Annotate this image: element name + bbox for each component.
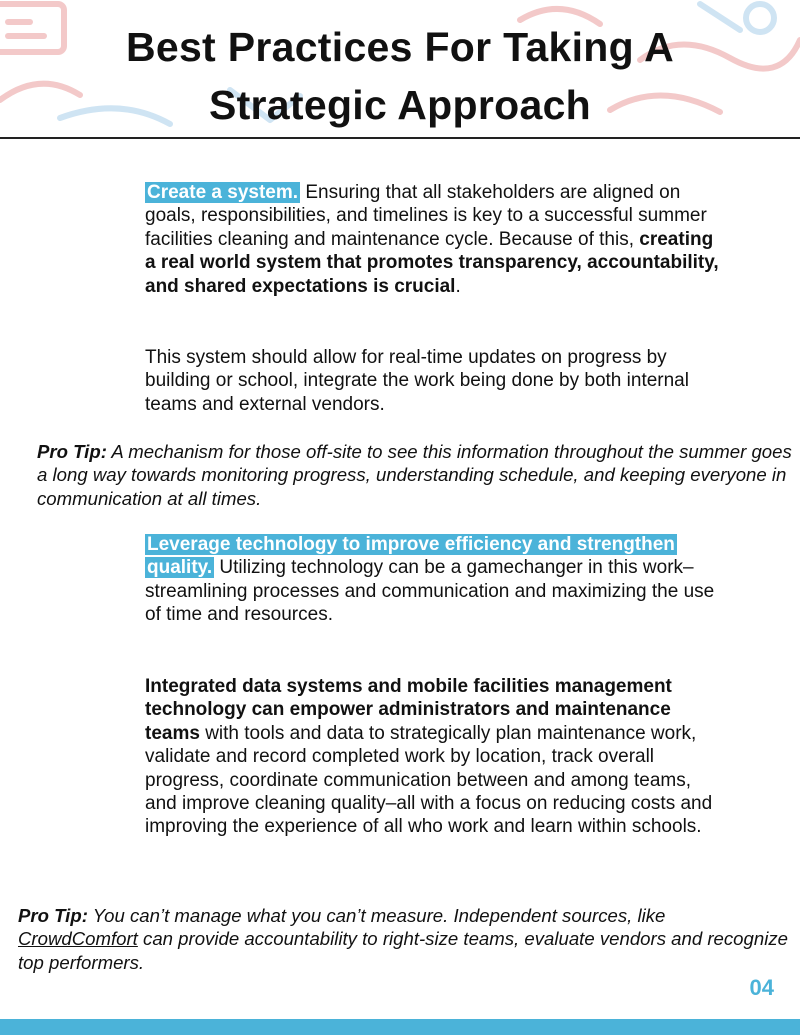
section-text: Ensuring that all stakeholders are aligned on goals, responsibilities, and timelines is key to a successful summer facilities cleaning and maintenance cycle. Because of this, xyxy=(145,182,707,250)
section-text: Utilizing technology can be a gamechanger in this work–streamlining processes and communication and maximizing the use of time and resources. xyxy=(145,557,715,626)
section-leverage-technology xyxy=(145,533,725,627)
crowdcomfort-link[interactable]: CrowdComfort xyxy=(18,928,138,950)
section-text: with tools and data to strategically plan maintenance work, validate and record completed work by location, track overall progress, coordinate communication between and among teams, and improve cleaning quality–all with a focus on reducing costs and improving the experience of all who work and learn within schools. xyxy=(145,722,713,838)
pro-tip-1 xyxy=(37,440,792,510)
pro-tip-label: Pro Tip: xyxy=(37,441,107,462)
page-number: 04 xyxy=(749,975,774,1000)
section-text-end: . xyxy=(455,275,461,297)
section-bold-text: creating a real world system that promotes transparency, accountability, and shared expectations is crucial xyxy=(145,228,719,297)
pro-tip-text-end: can provide accountability to right-size teams, evaluate vendors and recognize top performers. xyxy=(18,928,788,973)
title-line-2: Strategic Approach xyxy=(208,82,592,128)
section-bold-text: Integrated data systems and mobile facilities management technology can empower administrators and maintenance teams xyxy=(145,676,672,744)
title-line-1: Best Practices For Taking A xyxy=(125,24,675,70)
section-integrated-systems xyxy=(145,675,725,839)
pro-tip-text: A mechanism for those off-site to see this information throughout the summer goes a long way towards monitoring progress, understanding schedule, and keeping everyone in communication at all times. xyxy=(37,441,792,509)
pro-tip-text: You can’t manage what you can’t measure. Independent sources, like xyxy=(87,905,666,926)
footer-accent-bar xyxy=(0,1019,800,1035)
section-create-system-paragraph-2: This system should allow for real-time updates on progress by building or school, integrate the work being done by both internal teams and external vendors. xyxy=(145,347,689,415)
section-highlight-heading: Create a system. xyxy=(147,182,299,203)
section-create-system xyxy=(145,181,725,298)
section-highlight-heading: Leverage technology to improve efficiency and strengthen quality. xyxy=(147,534,675,579)
pro-tip-label: Pro Tip: xyxy=(18,905,88,926)
page-title xyxy=(0,18,800,134)
title-divider xyxy=(0,137,800,139)
pro-tip-2 xyxy=(18,904,788,974)
